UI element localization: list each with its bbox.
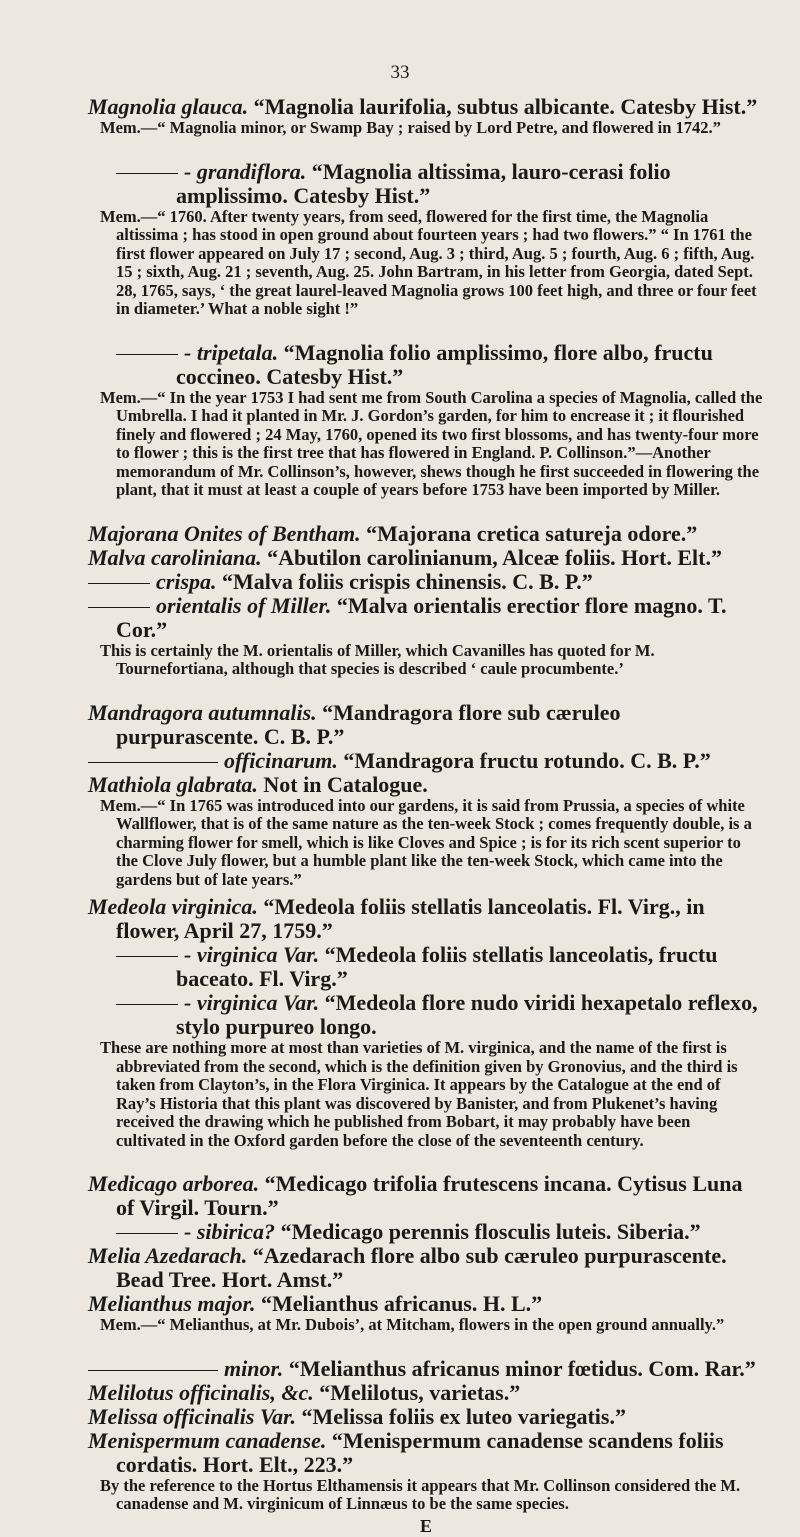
species-name: Melissa officinalis Var. (88, 1403, 297, 1429)
entry-description: “Malva orientalis erectior flore magno. T. Cor.” (116, 592, 727, 642)
entry-heading (88, 1357, 764, 1381)
entry-heading (88, 749, 764, 773)
entry-heading (88, 895, 764, 943)
species-name: Melia Azedarach. (88, 1243, 248, 1268)
ditto-rule (116, 956, 178, 957)
ditto-rule (88, 607, 150, 608)
ditto-rule (88, 583, 150, 584)
catalogue-text (88, 95, 764, 1537)
signature-mark: E (419, 1515, 432, 1536)
page-number: 33 (390, 62, 410, 83)
species-name: minor. (224, 1355, 284, 1381)
entry-heading (88, 1405, 764, 1429)
memorandum: Mem.—“ Magnolia minor, or Swamp Bay ; raised by Lord Petre, and flowered in 1742.” (100, 118, 721, 137)
entry-description: “Azedarach flore albo sub cæruleo purpurascente. Bead Tree. Hort. Amst.” (116, 1243, 727, 1292)
entry-description: “Medicago trifolia frutescens incana. Cytisus Luna of Virgil. Tourn.” (116, 1171, 743, 1220)
entry-description: “Malva foliis crispis chinensis. C. B. P.” (222, 568, 593, 594)
species-name: Majorana Onites of Bentham. (88, 520, 361, 546)
ditto-rule (116, 173, 178, 174)
species-name: Magnolia glauca. (88, 94, 249, 119)
entry-heading (88, 1244, 764, 1292)
species-name: crispa. (156, 568, 217, 594)
entry-description: “Mandragora fructu rotundo. C. B. P.” (343, 747, 711, 773)
species-name: Malva caroliniana. (88, 544, 262, 570)
species-name: - sibirica? (184, 1219, 276, 1244)
species-name: - tripetala. (184, 339, 279, 365)
memorandum: These are nothing more at most than varieties of M. virginica, and the name of the first is abbreviated from the second, which is the definition given by Gronovius, and the third is taken from Clayton’s, in the Flora Virginica. It appears by the Catalogue at the end of Ray’s Historia that this plant was discovered by Banister, and from Plukenet’s having received the drawing which he published from Bobart, it may probably have been cultivated in the Oxford garden before the close of the seventeenth century. (100, 1038, 738, 1150)
entry-heading (88, 1381, 764, 1405)
entry-description: “Menispermum canadense scandens foliis cordatis. Hort. Elt., 223.” (116, 1427, 724, 1477)
entry-heading (88, 570, 764, 594)
entry-heading (88, 991, 764, 1039)
entry-description: “Magnolia folio amplissimo, flore albo, fructu coccineo. Catesby Hist.” (176, 339, 713, 389)
species-name: - virginica Var. (184, 942, 320, 967)
entry-heading (88, 160, 764, 208)
species-name: orientalis of Miller. (156, 592, 332, 618)
entry-heading (88, 1172, 764, 1220)
entry-heading (88, 701, 764, 749)
ditto-rule (116, 1004, 178, 1005)
species-name: Medicago arborea. (88, 1171, 260, 1196)
entry-heading (88, 943, 764, 991)
entry-heading (88, 773, 764, 797)
entry-description: “Abutilon carolinianum, Alceæ foliis. Hort. Elt.” (267, 544, 722, 570)
memorandum: Mem.—“ Melianthus, at Mr. Dubois’, at Mitcham, flowers in the open ground annually.” (100, 1315, 725, 1334)
species-name: officinarum. (224, 747, 338, 773)
entry-description: “Medeola foliis stellatis lanceolatis. Fl. Virg., in flower, April 27, 1759.” (116, 894, 705, 943)
ditto-rule (116, 1233, 178, 1234)
species-name: Mathiola glabrata. (88, 771, 258, 797)
entry-heading (88, 522, 764, 546)
entry-description: “Magnolia altissima, lauro-cerasi folio amplissimo. Catesby Hist.” (176, 158, 671, 208)
entry-description: “Melianthus africanus. H. L.” (261, 1291, 543, 1316)
memorandum: Mem.—“ 1760. After twenty years, from seed, flowered for the first time, the Magnolia altissima ; has stood in open ground about fourteen years ; had two flowers.” “ In 1761 the first flower appeared on July 17 ; second, Aug. 3 ; third, Aug. 5 ; fourth, Aug. 6 ; fifth, Aug. 15 ; sixth, Aug. 21 ; seventh, Aug. 25. John Bartram, in his letter from Georgia, dated Sept. 28, 1765, says, ‘ the great laurel-leaved Magnolia grows 100 feet high, and three or four feet in diameter.’ What a noble sight !” (100, 206, 757, 318)
entry-heading (88, 546, 764, 570)
entry-heading (88, 594, 764, 642)
species-name: Menispermum canadense. (88, 1427, 327, 1453)
entry-heading (88, 1220, 764, 1244)
ditto-rule (88, 762, 218, 763)
entry-description: “Medicago perennis flosculis luteis. Siberia.” (280, 1219, 701, 1244)
species-name: Medeola virginica. (88, 894, 258, 919)
memorandum: By the reference to the Hortus Elthamensis it appears that Mr. Collinson considered the M. canadense and M. virginicum of Linnæus to be the same species. (100, 1475, 741, 1513)
entry-heading (88, 1429, 764, 1477)
entry-description: “Melissa foliis ex luteo variegatis.” (301, 1403, 626, 1429)
species-name: - grandiflora. (184, 158, 307, 184)
entry-description: “Medeola foliis stellatis lanceolatis, fructu baceato. Fl. Virg.” (176, 942, 718, 991)
entry-description: “Medeola flore nudo viridi hexapetalo reflexo, stylo purpureo longo. (176, 990, 758, 1039)
entry-description: Not in Catalogue. (263, 771, 428, 797)
memorandum: Mem.—“ In 1765 was introduced into our gardens, it is said from Prussia, a species of white Wallflower, that is of the same nature as the ten-week Stock ; comes frequently double, is a charming flower for smell, which is like Cloves and Spice ; is for its rich scent superior to the Clove July flower, but a humble plant like the ten-week Stock, which came into the gardens but of late years.” (100, 795, 752, 889)
entry-description: “Melianthus africanus minor fœtidus. Com. Rar.” (288, 1355, 756, 1381)
entry-description: “Melilotus, varietas.” (319, 1379, 521, 1405)
entry-description: “Magnolia laurifolia, subtus albicante. Catesby Hist.” (253, 94, 758, 119)
entry-heading (88, 95, 764, 119)
memorandum: Mem.—“ In the year 1753 I had sent me from South Carolina a species of Magnolia, called the Umbrella. I had it planted in Mr. J. Gordon’s garden, for him to encrease it ; it flourished finely and flowered ; 24 May, 1760, opened its two first blossoms, and has twenty-four more to flower ; this is the first tree that has flowered in England. P. Collinson.”—Another memorandum of Mr. Collinson’s, however, shews though he first succeeded in flowering the plant, that it must at least a couple of years before 1753 have been imported by Miller. (100, 387, 763, 499)
entry-heading (88, 341, 764, 389)
species-name: Melilotus officinalis, &c. (88, 1379, 314, 1405)
species-name: - virginica Var. (184, 990, 320, 1015)
ditto-rule (116, 354, 178, 355)
entry-heading (88, 1292, 764, 1316)
species-name: Melianthus major. (88, 1291, 256, 1316)
entry-description: “Majorana cretica satureja odore.” (366, 520, 698, 546)
species-name: Mandragora autumnalis. (88, 699, 317, 725)
ditto-rule (88, 1370, 218, 1371)
entry-description: “Mandragora flore sub cæruleo purpurascente. C. B. P.” (116, 699, 621, 749)
memorandum: This is certainly the M. orientalis of Miller, which Cavanilles has quoted for M. Tournefortiana, although that species is described ‘ caule procumbente.’ (100, 640, 655, 678)
